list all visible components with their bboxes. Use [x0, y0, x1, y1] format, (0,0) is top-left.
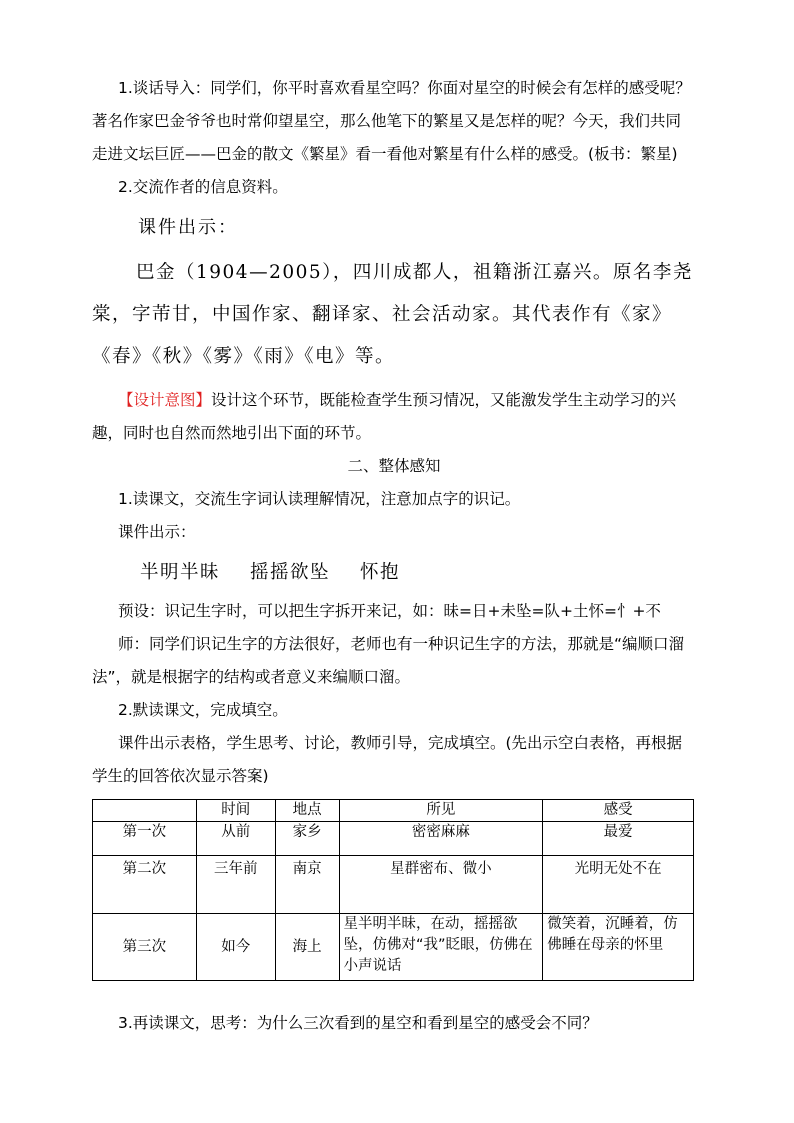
table-header-cell: [93, 800, 197, 822]
paragraph-reread: 3.再读课文，思考：为什么三次看到的星空和看到星空的感受会不同？: [118, 1014, 598, 1032]
paragraph-silent-read: 2.默读课文，完成填空。: [118, 701, 288, 719]
paragraph-intro: 1.谈话导入：同学们，你平时喜欢看星空吗？你面对星空的时候会有怎样的感受呢？著名作家巴金爷爷也时常仰望星空，那么他笔下的繁星又是怎样的呢？今天，我们共同走进文坛巨匠——巴金的散文《繁星》看一看他对繁星有什么样的感受。(板书：繁星): [92, 79, 691, 163]
table-row: [93, 856, 694, 914]
table-cell: 光明无处不在: [543, 856, 694, 914]
design-intent: [92, 384, 696, 450]
table-header-cell: 所见: [339, 800, 543, 822]
table-cell: 第一次: [93, 822, 197, 856]
table-cell: 星群密布、微小: [339, 856, 543, 914]
table-header-cell: 感受: [543, 800, 694, 822]
table-cell: 从前: [196, 822, 275, 856]
paragraph-read-text: 1.读课文，交流生字词认读理解情况，注意加点字的识记。: [118, 490, 521, 508]
table-cell: 第三次: [93, 914, 197, 981]
table-header-cell: 地点: [275, 800, 339, 822]
table-cell: 三年前: [196, 856, 275, 914]
table-cell: 最爱: [543, 822, 694, 856]
vocab-word: 摇摇欲坠: [250, 562, 331, 583]
table-cell: 家乡: [275, 822, 339, 856]
vocab-word: 怀抱: [360, 562, 401, 583]
table-row: [93, 822, 694, 856]
vocabulary-words: [92, 553, 696, 593]
table-header-cell: 时间: [196, 800, 275, 822]
document-body: [92, 72, 696, 1040]
table-row: [93, 914, 694, 981]
table-cell: 微笑着，沉睡着，仿佛睡在母亲的怀里: [543, 914, 694, 981]
paragraph-author-info: 2.交流作者的信息资料。: [118, 178, 288, 196]
paragraph-teacher: 师：同学们识记生字的方法很好，老师也有一种识记生字的方法，那就是“编顺口溜法”，就是根据字的结构或者意义来编顺口溜。: [92, 635, 685, 686]
table-cell: 密密麻麻: [339, 822, 543, 856]
table-cell: 海上: [275, 914, 339, 981]
table-header-row: [93, 800, 694, 822]
design-intent-tag: 【设计意图】: [118, 391, 212, 409]
table-cell: 第二次: [93, 856, 197, 914]
courseware-label-2: 课件出示：: [118, 523, 196, 541]
vocab-word: 半明半昧: [140, 562, 221, 583]
section-title: 二、整体感知: [347, 457, 441, 475]
table-cell: 星半明半昧，在动，摇摇欲坠，仿佛对“我”眨眼，仿佛在小声说话: [339, 914, 543, 981]
stars-table: [92, 799, 694, 981]
paragraph-preset: 预设：识记生字时，可以把生字拆开来记，如：昧=日+未坠=队+土怀=忄+不: [118, 602, 661, 620]
author-bio: 巴金（1904—2005），四川成都人，祖籍浙江嘉兴。原名李尧棠，字芾甘，中国作家、翻译家、社会活动家。其代表作有《家》《春》《秋》《雾》《雨》《电》等。: [92, 262, 693, 367]
table-cell: 如今: [196, 914, 275, 981]
design-intent-text: 设计这个环节，既能检查学生预习情况，又能激发学生主动学习的兴趣，同时也自然而然地引出下面的环节。: [92, 391, 677, 442]
paragraph-table-intro: 课件出示表格，学生思考、讨论，教师引导，完成填空。(先出示空白表格，再根据学生的回答依次显示答案): [92, 734, 683, 785]
table-cell: 南京: [275, 856, 339, 914]
courseware-label: 课件出示：: [138, 217, 238, 238]
